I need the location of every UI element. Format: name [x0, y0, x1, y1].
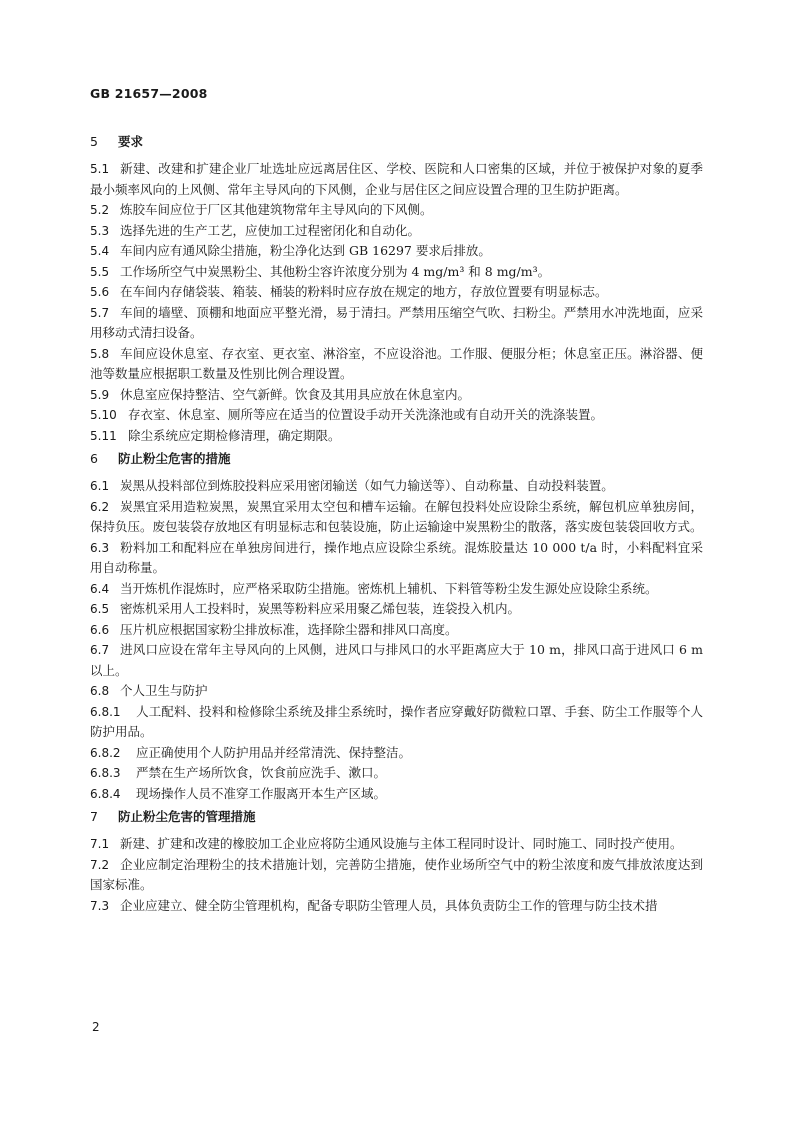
section-number: 6 — [90, 451, 98, 466]
clause-5-4 — [90, 241, 703, 262]
clause-number: 7.2 — [90, 857, 110, 872]
clause-5-11 — [90, 426, 703, 447]
clause-text: 个人卫生与防护 — [120, 683, 208, 698]
clause-number: 7.3 — [90, 898, 110, 913]
clause-text: 当开炼机作混炼时，应严格采取防尘措施。密炼机上辅机、下料管等粉尘发生源处应设除尘系统。 — [120, 580, 658, 596]
clause-7-3 — [90, 896, 703, 917]
clause-5-10 — [90, 405, 703, 426]
clause-text: 车间的墙壁、顶棚和地面应平整光滑，易于清扫。严禁用压缩空气吹、扫粉尘。严禁用水冲洗地面，应采用移动式清扫设备。 — [90, 304, 703, 340]
clause-text: 粉料加工和配料应在单独房间进行，操作地点应设除尘系统。混炼胶量达 10 000 t/a 时，小料配料宜采用自动称量。 — [90, 539, 703, 575]
clause-number: 6.2 — [90, 499, 110, 514]
standard-id-header: GB 21657—2008 — [90, 86, 208, 101]
clause-number: 5.9 — [90, 387, 110, 402]
clause-6-7 — [90, 640, 703, 681]
section-heading-6 — [90, 446, 703, 476]
clause-text: 人工配料、投料和检修除尘系统及排尘系统时，操作者应穿戴好防微粒口罩、手套、防尘工作服等个人防护用品。 — [90, 703, 703, 739]
section-heading-5 — [90, 129, 703, 159]
clause-6-4 — [90, 579, 703, 600]
clause-6-2 — [90, 497, 703, 538]
clause-5-7 — [90, 303, 703, 344]
clause-6-8-1 — [90, 702, 703, 743]
clause-number: 5.6 — [90, 285, 110, 299]
clause-number: 7.1 — [90, 837, 110, 851]
clause-number: 6.8.3 — [90, 766, 121, 780]
section-number: 7 — [90, 809, 98, 824]
clause-number: 5.2 — [90, 203, 110, 217]
clause-number: 6.5 — [90, 602, 110, 616]
section-number: 5 — [90, 134, 98, 149]
clause-number: 6.3 — [90, 540, 110, 555]
clause-number: 5.10 — [90, 408, 117, 422]
clause-text: 炼胶车间应位于厂区其他建筑物常年主导风向的下风侧。 — [120, 202, 433, 217]
clause-5-2 — [90, 200, 703, 221]
clause-number: 6.8.4 — [90, 786, 121, 801]
clause-6-1 — [90, 476, 703, 497]
clause-number: 5.8 — [90, 346, 110, 361]
section-title: 防止粉尘危害的管理措施 — [118, 809, 256, 824]
clause-text: 车间内应有通风除尘措施，粉尘净化达到 GB 16297 要求后排放。 — [120, 243, 491, 258]
section-title: 防止粉尘危害的措施 — [118, 451, 231, 466]
clause-text: 压片机应根据国家粉尘排放标准，选择除尘器和排风口高度。 — [120, 621, 458, 637]
clause-text: 新建、改建和扩建企业厂址选址应远离居住区、学校、医院和人口密集的区域，并位于被保护对象的夏季最小频率风向的上风侧、常年主导风向的下风侧，企业与居住区之间应设置合理的卫生防护距离。 — [90, 161, 703, 197]
page-number: 2 — [92, 1020, 100, 1034]
clause-text: 工作场所空气中炭黑粉尘、其他粉尘容许浓度分别为 4 mg/m³ 和 8 mg/m³。 — [120, 263, 551, 279]
clause-6-8 — [90, 681, 703, 702]
clause-number: 5.3 — [90, 223, 110, 238]
clause-number: 6.1 — [90, 479, 110, 493]
clause-number: 5.4 — [90, 244, 110, 258]
clause-number: 5.7 — [90, 305, 110, 320]
clause-number: 5.1 — [90, 162, 110, 176]
clause-text: 企业应制定治理粉尘的技术措施计划，完善防尘措施，使作业场所空气中的粉尘浓度和废气排放浓度达到国家标准。 — [90, 856, 703, 892]
clause-text: 现场操作人员不准穿工作服离开本生产区域。 — [136, 785, 387, 801]
clause-number: 6.6 — [90, 622, 110, 637]
clause-number: 6.4 — [90, 581, 110, 596]
clause-number: 6.8.1 — [90, 704, 121, 719]
clause-5-1 — [90, 159, 703, 200]
clause-5-6 — [90, 282, 703, 303]
clause-text: 进风口应设在常年主导风向的上风侧，进风口与排风口的水平距离应大于 10 m，排风口高于进风口 6 m 以上。 — [90, 642, 703, 678]
clause-number: 6.8 — [90, 684, 110, 698]
clause-5-3 — [90, 221, 703, 242]
section-heading-7 — [90, 804, 703, 834]
clause-text: 严禁在生产场所饮食，饮食前应洗手、漱口。 — [136, 765, 387, 780]
document-body — [90, 129, 703, 916]
clause-6-8-3 — [90, 763, 703, 784]
clause-text: 炭黑从投料部位到炼胶投料应采用密闭输送（如气力输送等）、自动称量、自动投料装置。 — [120, 478, 614, 493]
clause-number: 5.5 — [90, 264, 110, 279]
clause-text: 在车间内存储袋装、箱装、桶装的粉料时应存放在规定的地方，存放位置要有明显标志。 — [120, 284, 608, 299]
clause-6-3 — [90, 538, 703, 579]
clause-text: 应正确使用个人防护用品并经常清洗、保持整洁。 — [136, 744, 412, 760]
clause-6-8-4 — [90, 784, 703, 805]
clause-text: 存衣室、休息室、厕所等应在适当的位置设手动开关洗涤池或有自动开关的洗涤装置。 — [128, 407, 604, 422]
section-title: 要求 — [118, 134, 144, 149]
clause-text: 休息室应保持整洁、空气新鲜。饮食及其用具应放在休息室内。 — [120, 386, 471, 402]
clause-text: 车间应设休息室、存衣室、更衣室、淋浴室，不应设浴池。工作服、便服分柜；休息室正压。淋浴器、便池等数量应根据职工数量及性别比例合理设置。 — [90, 345, 703, 381]
clause-6-5 — [90, 599, 703, 620]
clause-7-2 — [90, 855, 703, 896]
clause-5-5 — [90, 262, 703, 283]
clause-text: 选择先进的生产工艺，应使加工过程密闭化和自动化。 — [120, 222, 421, 238]
clause-7-1 — [90, 834, 703, 855]
clause-text: 炭黑宜采用造粒炭黑，炭黑宜采用太空包和槽车运输。在解包投料处应设除尘系统，解包机应单独房间，保持负压。废包装袋存放地区有明显标志和包装设施，防止运输途中炭黑粉尘的散落，落实废包装袋回收方式。 — [90, 498, 703, 534]
clause-number: 5.11 — [90, 428, 117, 443]
clause-6-8-2 — [90, 743, 703, 764]
clause-text: 除尘系统应定期检修清理，确定期限。 — [128, 427, 341, 443]
clause-5-8 — [90, 344, 703, 385]
clause-5-9 — [90, 385, 703, 406]
clause-number: 6.7 — [90, 643, 110, 657]
clause-text: 企业应建立、健全防尘管理机构，配备专职防尘管理人员，具体负责防尘工作的管理与防尘技术措 — [120, 897, 658, 913]
clause-6-6 — [90, 620, 703, 641]
clause-text: 密炼机采用人工投料时，炭黑等粉料应采用聚乙烯包装，连袋投入机内。 — [120, 601, 521, 616]
clause-number: 6.8.2 — [90, 745, 121, 760]
clause-text: 新建、扩建和改建的橡胶加工企业应将防尘通风设施与主体工程同时设计、同时施工、同时投产使用。 — [120, 836, 683, 851]
